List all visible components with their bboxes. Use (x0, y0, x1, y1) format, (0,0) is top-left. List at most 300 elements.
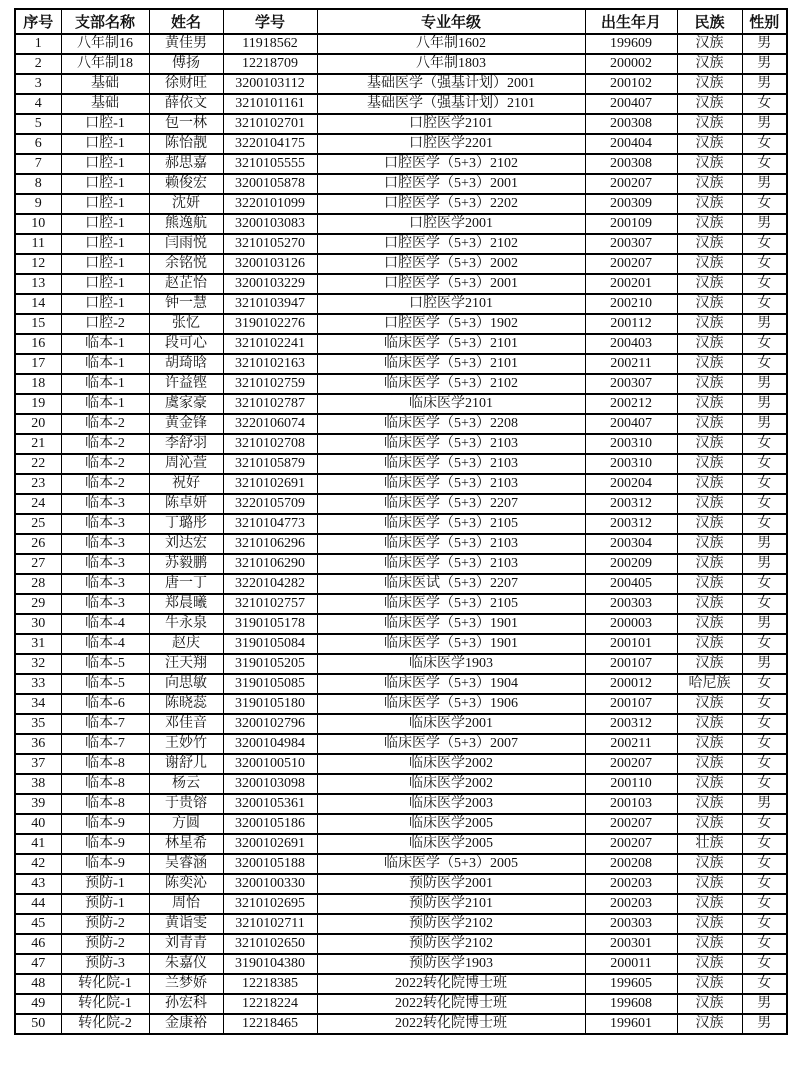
table-cell: 199609 (585, 34, 677, 54)
table-cell: 汉族 (677, 474, 742, 494)
table-cell: 临床医学（5+3）1901 (317, 634, 585, 654)
table-cell: 基础 (61, 74, 149, 94)
table-cell: 汉族 (677, 314, 742, 334)
table-cell: 女 (742, 694, 787, 714)
table-cell: 3190105205 (223, 654, 317, 674)
table-cell: 女 (742, 734, 787, 754)
table-cell: 汉族 (677, 754, 742, 774)
table-cell: 5 (15, 114, 61, 134)
table-cell: 汉族 (677, 374, 742, 394)
table-cell: 11 (15, 234, 61, 254)
table-cell: 11918562 (223, 34, 317, 54)
table-cell: 42 (15, 854, 61, 874)
table-row (15, 674, 787, 694)
table-cell: 八年制18 (61, 54, 149, 74)
table-cell: 女 (742, 274, 787, 294)
table-row (15, 194, 787, 214)
table-cell: 临本-6 (61, 694, 149, 714)
table-cell: 临床医学2002 (317, 774, 585, 794)
table-cell: 女 (742, 874, 787, 894)
table-cell: 汉族 (677, 294, 742, 314)
table-cell: 汉族 (677, 34, 742, 54)
table-cell: 200312 (585, 494, 677, 514)
table-cell: 汉族 (677, 134, 742, 154)
table-cell: 汉族 (677, 774, 742, 794)
table-row (15, 954, 787, 974)
table-cell: 口腔医学（5+3）2001 (317, 274, 585, 294)
table-cell: 24 (15, 494, 61, 514)
table-cell: 汉族 (677, 174, 742, 194)
table-row (15, 74, 787, 94)
table-cell: 临本-5 (61, 654, 149, 674)
table-cell: 女 (742, 474, 787, 494)
table-cell: 47 (15, 954, 61, 974)
table-cell: 孙宏科 (149, 994, 223, 1014)
table-cell: 余铭悦 (149, 254, 223, 274)
table-cell: 傅扬 (149, 54, 223, 74)
table-cell: 汉族 (677, 734, 742, 754)
table-cell: 祝好 (149, 474, 223, 494)
table-cell: 3200103083 (223, 214, 317, 234)
table-cell: 临本-9 (61, 834, 149, 854)
table-cell: 临本-5 (61, 674, 149, 694)
table-cell: 200201 (585, 274, 677, 294)
table-cell: 2022转化院博士班 (317, 974, 585, 994)
table-cell: 壮族 (677, 834, 742, 854)
table-cell: 男 (742, 534, 787, 554)
table-row (15, 374, 787, 394)
table-cell: 3190105084 (223, 634, 317, 654)
table-cell: 汉族 (677, 594, 742, 614)
table-cell: 200002 (585, 54, 677, 74)
table-cell: 汉族 (677, 214, 742, 234)
table-cell: 预防医学1903 (317, 954, 585, 974)
table-cell: 口腔-1 (61, 174, 149, 194)
table-cell: 口腔-1 (61, 134, 149, 154)
table-cell: 女 (742, 194, 787, 214)
table-cell: 口腔医学（5+3）2002 (317, 254, 585, 274)
table-cell: 200210 (585, 294, 677, 314)
table-cell: 临床医学（5+3）1901 (317, 614, 585, 634)
table-row (15, 574, 787, 594)
table-row (15, 34, 787, 54)
table-cell: 27 (15, 554, 61, 574)
table-row (15, 134, 787, 154)
table-cell: 200407 (585, 414, 677, 434)
table-cell: 男 (742, 54, 787, 74)
table-cell: 女 (742, 454, 787, 474)
table-cell: 临床医学（5+3）2101 (317, 334, 585, 354)
table-cell: 汉族 (677, 254, 742, 274)
table-cell: 女 (742, 934, 787, 954)
table-cell: 转化院-1 (61, 994, 149, 1014)
table-row (15, 734, 787, 754)
table-row (15, 274, 787, 294)
table-cell: 女 (742, 634, 787, 654)
table-cell: 200107 (585, 694, 677, 714)
table-cell: 女 (742, 954, 787, 974)
table-cell: 汪天翔 (149, 654, 223, 674)
table-cell: 基础医学（强基计划）2001 (317, 74, 585, 94)
table-cell: 3210104773 (223, 514, 317, 534)
table-cell: 200208 (585, 854, 677, 874)
table-cell: 25 (15, 514, 61, 534)
table-cell: 男 (742, 994, 787, 1014)
table-cell: 汉族 (677, 574, 742, 594)
table-cell: 汉族 (677, 414, 742, 434)
table-row (15, 694, 787, 714)
table-cell: 200107 (585, 654, 677, 674)
table-cell: 临床医学（5+3）2207 (317, 494, 585, 514)
table-cell: 3200100330 (223, 874, 317, 894)
table-cell: 预防-3 (61, 954, 149, 974)
table-row (15, 454, 787, 474)
table-cell: 3200103229 (223, 274, 317, 294)
table-cell: 3220105709 (223, 494, 317, 514)
table-cell: 男 (742, 214, 787, 234)
table-cell: 临床医学（5+3）2103 (317, 454, 585, 474)
table-cell: 临本-2 (61, 474, 149, 494)
table-cell: 200303 (585, 594, 677, 614)
table-cell: 向思敏 (149, 674, 223, 694)
table-cell: 3210102163 (223, 354, 317, 374)
table-cell: 临床医学（5+3）2105 (317, 594, 585, 614)
table-cell: 赵庆 (149, 634, 223, 654)
table-cell: 21 (15, 434, 61, 454)
table-cell: 汉族 (677, 1014, 742, 1034)
table-cell: 汉族 (677, 334, 742, 354)
table-row (15, 834, 787, 854)
table-cell: 临本-7 (61, 714, 149, 734)
table-cell: 3200102691 (223, 834, 317, 854)
table-cell: 女 (742, 594, 787, 614)
table-cell: 33 (15, 674, 61, 694)
table-cell: 临床医学（5+3）2103 (317, 434, 585, 454)
table-cell: 36 (15, 734, 61, 754)
table-cell: 3200102796 (223, 714, 317, 734)
table-cell: 邓佳音 (149, 714, 223, 734)
table-cell: 3210105879 (223, 454, 317, 474)
table-cell: 临本-3 (61, 574, 149, 594)
student-roster-table (14, 8, 788, 1035)
table-cell: 200209 (585, 554, 677, 574)
table-cell: 汉族 (677, 634, 742, 654)
table-cell: 汉族 (677, 994, 742, 1014)
table-cell: 3190105178 (223, 614, 317, 634)
table-cell: 200212 (585, 394, 677, 414)
table-cell: 临本-8 (61, 794, 149, 814)
table-cell: 口腔-1 (61, 114, 149, 134)
table-cell: 口腔医学（5+3）2102 (317, 234, 585, 254)
table-row (15, 814, 787, 834)
table-cell: 女 (742, 974, 787, 994)
table-cell: 口腔医学2201 (317, 134, 585, 154)
table-cell: 临本-3 (61, 514, 149, 534)
table-cell: 临本-8 (61, 774, 149, 794)
table-cell: 200310 (585, 434, 677, 454)
table-cell: 周怡 (149, 894, 223, 914)
table-cell: 12218709 (223, 54, 317, 74)
table-cell: 女 (742, 494, 787, 514)
table-cell: 女 (742, 334, 787, 354)
table-cell: 口腔-1 (61, 154, 149, 174)
table-cell: 3190104380 (223, 954, 317, 974)
table-cell: 200303 (585, 914, 677, 934)
table-cell: 汉族 (677, 194, 742, 214)
table-cell: 临床医学（5+3）1904 (317, 674, 585, 694)
table-cell: 兰梦娇 (149, 974, 223, 994)
table-cell: 200207 (585, 814, 677, 834)
table-cell: 31 (15, 634, 61, 654)
table-cell: 汉族 (677, 894, 742, 914)
table-cell: 临本-7 (61, 734, 149, 754)
table-cell: 女 (742, 134, 787, 154)
table-cell: 32 (15, 654, 61, 674)
table-cell: 钟一慧 (149, 294, 223, 314)
table-cell: 17 (15, 354, 61, 374)
table-cell: 临本-2 (61, 454, 149, 474)
table-row (15, 854, 787, 874)
table-row (15, 174, 787, 194)
table-cell: 3210101161 (223, 94, 317, 114)
table-row (15, 294, 787, 314)
table-cell: 男 (742, 614, 787, 634)
table-cell: 口腔医学（5+3）2102 (317, 154, 585, 174)
table-cell: 34 (15, 694, 61, 714)
table-cell: 汉族 (677, 394, 742, 414)
table-cell: 八年制1602 (317, 34, 585, 54)
table-cell: 200304 (585, 534, 677, 554)
table-cell: 预防医学2102 (317, 914, 585, 934)
table-cell: 预防-2 (61, 914, 149, 934)
table-cell: 临床医学（5+3）2102 (317, 374, 585, 394)
table-cell: 汉族 (677, 954, 742, 974)
table-cell: 汉族 (677, 874, 742, 894)
table-cell: 200207 (585, 174, 677, 194)
table-cell: 2022转化院博士班 (317, 994, 585, 1014)
table-cell: 45 (15, 914, 61, 934)
table-cell: 2 (15, 54, 61, 74)
table-cell: 49 (15, 994, 61, 1014)
table-cell: 39 (15, 794, 61, 814)
table-row (15, 514, 787, 534)
table-cell: 汉族 (677, 794, 742, 814)
table-cell: 200101 (585, 634, 677, 654)
table-cell: 口腔医学2101 (317, 114, 585, 134)
table-row (15, 794, 787, 814)
table-cell: 200112 (585, 314, 677, 334)
table-cell: 3200105188 (223, 854, 317, 874)
table-cell: 200110 (585, 774, 677, 794)
table-cell: 陈怡靓 (149, 134, 223, 154)
table-cell: 汉族 (677, 454, 742, 474)
table-cell: 汉族 (677, 114, 742, 134)
table-cell: 3210102711 (223, 914, 317, 934)
table-row (15, 614, 787, 634)
table-cell: 女 (742, 914, 787, 934)
table-cell: 19 (15, 394, 61, 414)
table-cell: 男 (742, 74, 787, 94)
table-row (15, 234, 787, 254)
table-cell: 杨云 (149, 774, 223, 794)
table-cell: 口腔-1 (61, 254, 149, 274)
table-cell: 郑晨曦 (149, 594, 223, 614)
table-cell: 汉族 (677, 434, 742, 454)
table-cell: 临床医学2005 (317, 814, 585, 834)
table-cell: 3220101099 (223, 194, 317, 214)
table-cell: 汉族 (677, 494, 742, 514)
column-header: 支部名称 (61, 9, 149, 34)
table-cell: 汉族 (677, 274, 742, 294)
table-cell: 预防医学2102 (317, 934, 585, 954)
table-row (15, 434, 787, 454)
table-cell: 3210105270 (223, 234, 317, 254)
table-cell: 哈尼族 (677, 674, 742, 694)
table-cell: 3210106296 (223, 534, 317, 554)
table-cell: 200203 (585, 894, 677, 914)
table-row (15, 334, 787, 354)
column-header: 专业年级 (317, 9, 585, 34)
table-cell: 口腔-1 (61, 294, 149, 314)
table-cell: 八年制16 (61, 34, 149, 54)
table-cell: 15 (15, 314, 61, 334)
table-cell: 林星希 (149, 834, 223, 854)
table-cell: 女 (742, 514, 787, 534)
table-row (15, 894, 787, 914)
column-header: 序号 (15, 9, 61, 34)
table-row (15, 474, 787, 494)
table-cell: 199608 (585, 994, 677, 1014)
table-cell: 3200105878 (223, 174, 317, 194)
table-cell: 3220106074 (223, 414, 317, 434)
table-cell: 200203 (585, 874, 677, 894)
table-cell: 8 (15, 174, 61, 194)
table-cell: 临床医学2002 (317, 754, 585, 774)
table-cell: 临本-9 (61, 854, 149, 874)
table-cell: 3210103947 (223, 294, 317, 314)
table-cell: 汉族 (677, 54, 742, 74)
table-cell: 200103 (585, 794, 677, 814)
table-cell: 胡琦晗 (149, 354, 223, 374)
table-cell: 临床医学（5+3）2105 (317, 514, 585, 534)
table-cell: 黄金锋 (149, 414, 223, 434)
table-cell: 200312 (585, 714, 677, 734)
table-cell: 200211 (585, 354, 677, 374)
table-cell: 临床医学（5+3）1906 (317, 694, 585, 714)
table-cell: 35 (15, 714, 61, 734)
table-cell: 200109 (585, 214, 677, 234)
table-cell: 方圆 (149, 814, 223, 834)
table-cell: 吴睿涵 (149, 854, 223, 874)
table-cell: 八年制1803 (317, 54, 585, 74)
table-row (15, 654, 787, 674)
table-cell: 女 (742, 154, 787, 174)
table-cell: 200211 (585, 734, 677, 754)
table-row (15, 634, 787, 654)
table-cell: 3200104984 (223, 734, 317, 754)
header-row (15, 9, 787, 34)
table-cell: 200204 (585, 474, 677, 494)
table-cell: 基础 (61, 94, 149, 114)
table-cell: 谢舒儿 (149, 754, 223, 774)
table-cell: 汉族 (677, 694, 742, 714)
table-cell: 200308 (585, 114, 677, 134)
table-cell: 虞家豪 (149, 394, 223, 414)
table-row (15, 774, 787, 794)
table-cell: 汉族 (677, 614, 742, 634)
table-cell: 3190102276 (223, 314, 317, 334)
table-cell: 女 (742, 674, 787, 694)
table-cell: 12 (15, 254, 61, 274)
table-cell: 赵芷怡 (149, 274, 223, 294)
table-cell: 张忆 (149, 314, 223, 334)
table-cell: 200405 (585, 574, 677, 594)
table-row (15, 594, 787, 614)
table-cell: 陈晓蕊 (149, 694, 223, 714)
table-cell: 临床医学（5+3）2007 (317, 734, 585, 754)
table-cell: 200011 (585, 954, 677, 974)
table-cell: 男 (742, 374, 787, 394)
column-header: 出生年月 (585, 9, 677, 34)
table-cell: 郝思嘉 (149, 154, 223, 174)
table-cell: 男 (742, 794, 787, 814)
table-cell: 汉族 (677, 514, 742, 534)
table-cell: 临床医学2101 (317, 394, 585, 414)
table-cell: 金康裕 (149, 1014, 223, 1034)
table-cell: 汉族 (677, 654, 742, 674)
table-cell: 女 (742, 574, 787, 594)
table-cell: 男 (742, 414, 787, 434)
table-cell: 预防医学2101 (317, 894, 585, 914)
table-cell: 3200105361 (223, 794, 317, 814)
table-cell: 女 (742, 754, 787, 774)
table-cell: 48 (15, 974, 61, 994)
table-cell: 22 (15, 454, 61, 474)
table-cell: 临本-1 (61, 374, 149, 394)
table-cell: 刘达宏 (149, 534, 223, 554)
table-cell: 预防医学2001 (317, 874, 585, 894)
table-row (15, 94, 787, 114)
table-cell: 26 (15, 534, 61, 554)
table-cell: 男 (742, 1014, 787, 1034)
table-cell: 临床医学2003 (317, 794, 585, 814)
table-cell: 3210102650 (223, 934, 317, 954)
column-header: 学号 (223, 9, 317, 34)
table-cell: 临床医学（5+3）2101 (317, 354, 585, 374)
table-cell: 包一林 (149, 114, 223, 134)
table-cell: 闫雨悦 (149, 234, 223, 254)
table-cell: 200301 (585, 934, 677, 954)
table-row (15, 714, 787, 734)
table-cell: 汉族 (677, 814, 742, 834)
table-cell: 口腔医学2101 (317, 294, 585, 314)
table-cell: 临床医学2005 (317, 834, 585, 854)
table-cell: 苏毅鹏 (149, 554, 223, 574)
table-cell: 汉族 (677, 934, 742, 954)
table-row (15, 494, 787, 514)
table-cell: 3210105555 (223, 154, 317, 174)
table-cell: 汉族 (677, 854, 742, 874)
table-cell: 口腔-1 (61, 214, 149, 234)
table-cell: 临本-3 (61, 534, 149, 554)
table-cell: 汉族 (677, 354, 742, 374)
table-cell: 13 (15, 274, 61, 294)
table-cell: 200403 (585, 334, 677, 354)
table-cell: 3200103112 (223, 74, 317, 94)
table-cell: 临床医学（5+3）2103 (317, 474, 585, 494)
table-cell: 汉族 (677, 974, 742, 994)
table-cell: 2022转化院博士班 (317, 1014, 585, 1034)
